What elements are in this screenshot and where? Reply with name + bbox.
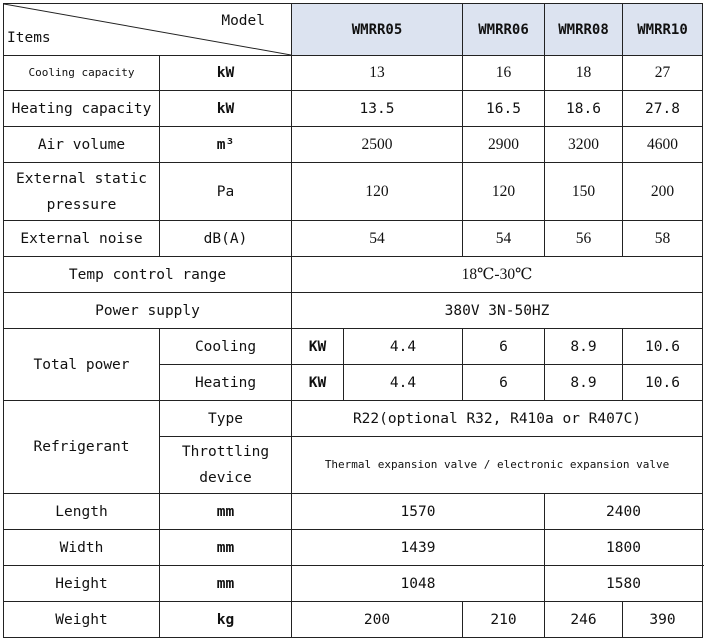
row-label: Width [4,530,160,566]
model-header: WMRR05 [292,4,463,56]
table-row [4,221,703,257]
row-label: Heating capacity [4,91,160,127]
value-cell: 1048 [292,566,545,602]
value-cell: 6 [463,329,545,365]
row-label: Air volume [4,127,160,163]
value-cell: 390 [623,602,703,638]
row-label: Total power [4,329,160,401]
value-cell: 27.8 [623,91,703,127]
value-cell: 1800 [545,530,703,566]
value-cell: 1580 [545,566,703,602]
table-row [4,127,703,163]
unit-cell: m³ [160,127,292,163]
row-label: Power supply [4,293,292,329]
value-cell: 3200 [545,127,623,163]
value-cell: 54 [463,221,545,257]
unit-cell: kW [160,56,292,91]
unit-cell: kW [160,91,292,127]
value-cell: R22(optional R32, R410a or R407C) [292,401,703,437]
value-cell: 2400 [545,494,703,530]
model-header: WMRR08 [545,4,623,56]
value-cell: 56 [545,221,623,257]
row-label: Cooling capacity [4,56,160,91]
table-row [4,329,703,365]
model-header: WMRR06 [463,4,545,56]
header-row [4,4,703,56]
value-cell: 10.6 [623,365,703,401]
value-cell: 4600 [623,127,703,163]
value-cell: 13.5 [292,91,463,127]
table-row [4,56,703,91]
table-row [4,566,703,602]
sub-label: Throttling device [160,437,292,494]
unit-cell: kg [160,602,292,638]
table-row [4,163,703,221]
items-label: Items [7,30,51,46]
value-cell: 8.9 [545,365,623,401]
row-label: Height [4,566,160,602]
value-cell: 16.5 [463,91,545,127]
row-label: External noise [4,221,160,257]
value-cell: 150 [545,163,623,221]
value-cell: 380V 3N-50HZ [292,293,703,329]
value-cell: 4.4 [344,329,463,365]
value-cell: 58 [623,221,703,257]
table-row [4,257,703,293]
unit-cell: mm [160,566,292,602]
unit-cell: Pa [160,163,292,221]
unit-cell: KW [292,329,344,365]
value-cell: 246 [545,602,623,638]
value-cell: 18℃-30℃ [292,257,703,293]
value-cell: 200 [292,602,463,638]
value-cell: 200 [623,163,703,221]
table-row [4,530,703,566]
value-cell: 13 [292,56,463,91]
value-cell: 8.9 [545,329,623,365]
table-row [4,91,703,127]
corner-header-cell [4,4,292,56]
row-label: Length [4,494,160,530]
model-header: WMRR10 [623,4,703,56]
unit-cell: mm [160,494,292,530]
row-label: Temp control range [4,257,292,293]
value-cell: Thermal expansion valve / electronic expansion valve [292,437,703,494]
specification-table [3,3,703,638]
sub-label: Cooling [160,329,292,365]
sub-label: Heating [160,365,292,401]
value-cell: 6 [463,365,545,401]
value-cell: 18.6 [545,91,623,127]
value-cell: 27 [623,56,703,91]
value-cell: 1570 [292,494,545,530]
value-cell: 18 [545,56,623,91]
unit-cell: mm [160,530,292,566]
value-cell: 54 [292,221,463,257]
value-cell: 4.4 [344,365,463,401]
value-cell: 10.6 [623,329,703,365]
unit-cell: KW [292,365,344,401]
model-label: Model [221,13,265,29]
value-cell: 2500 [292,127,463,163]
value-cell: 120 [463,163,545,221]
value-cell: 1439 [292,530,545,566]
value-cell: 16 [463,56,545,91]
table-row [4,401,703,437]
row-label: Weight [4,602,160,638]
table-row [4,293,703,329]
table-row [4,494,703,530]
row-label: Refrigerant [4,401,160,494]
sub-label: Type [160,401,292,437]
table-row [4,602,703,638]
value-cell: 210 [463,602,545,638]
value-cell: 120 [292,163,463,221]
value-cell: 2900 [463,127,545,163]
row-label: External static pressure [4,163,160,221]
unit-cell: dB(A) [160,221,292,257]
